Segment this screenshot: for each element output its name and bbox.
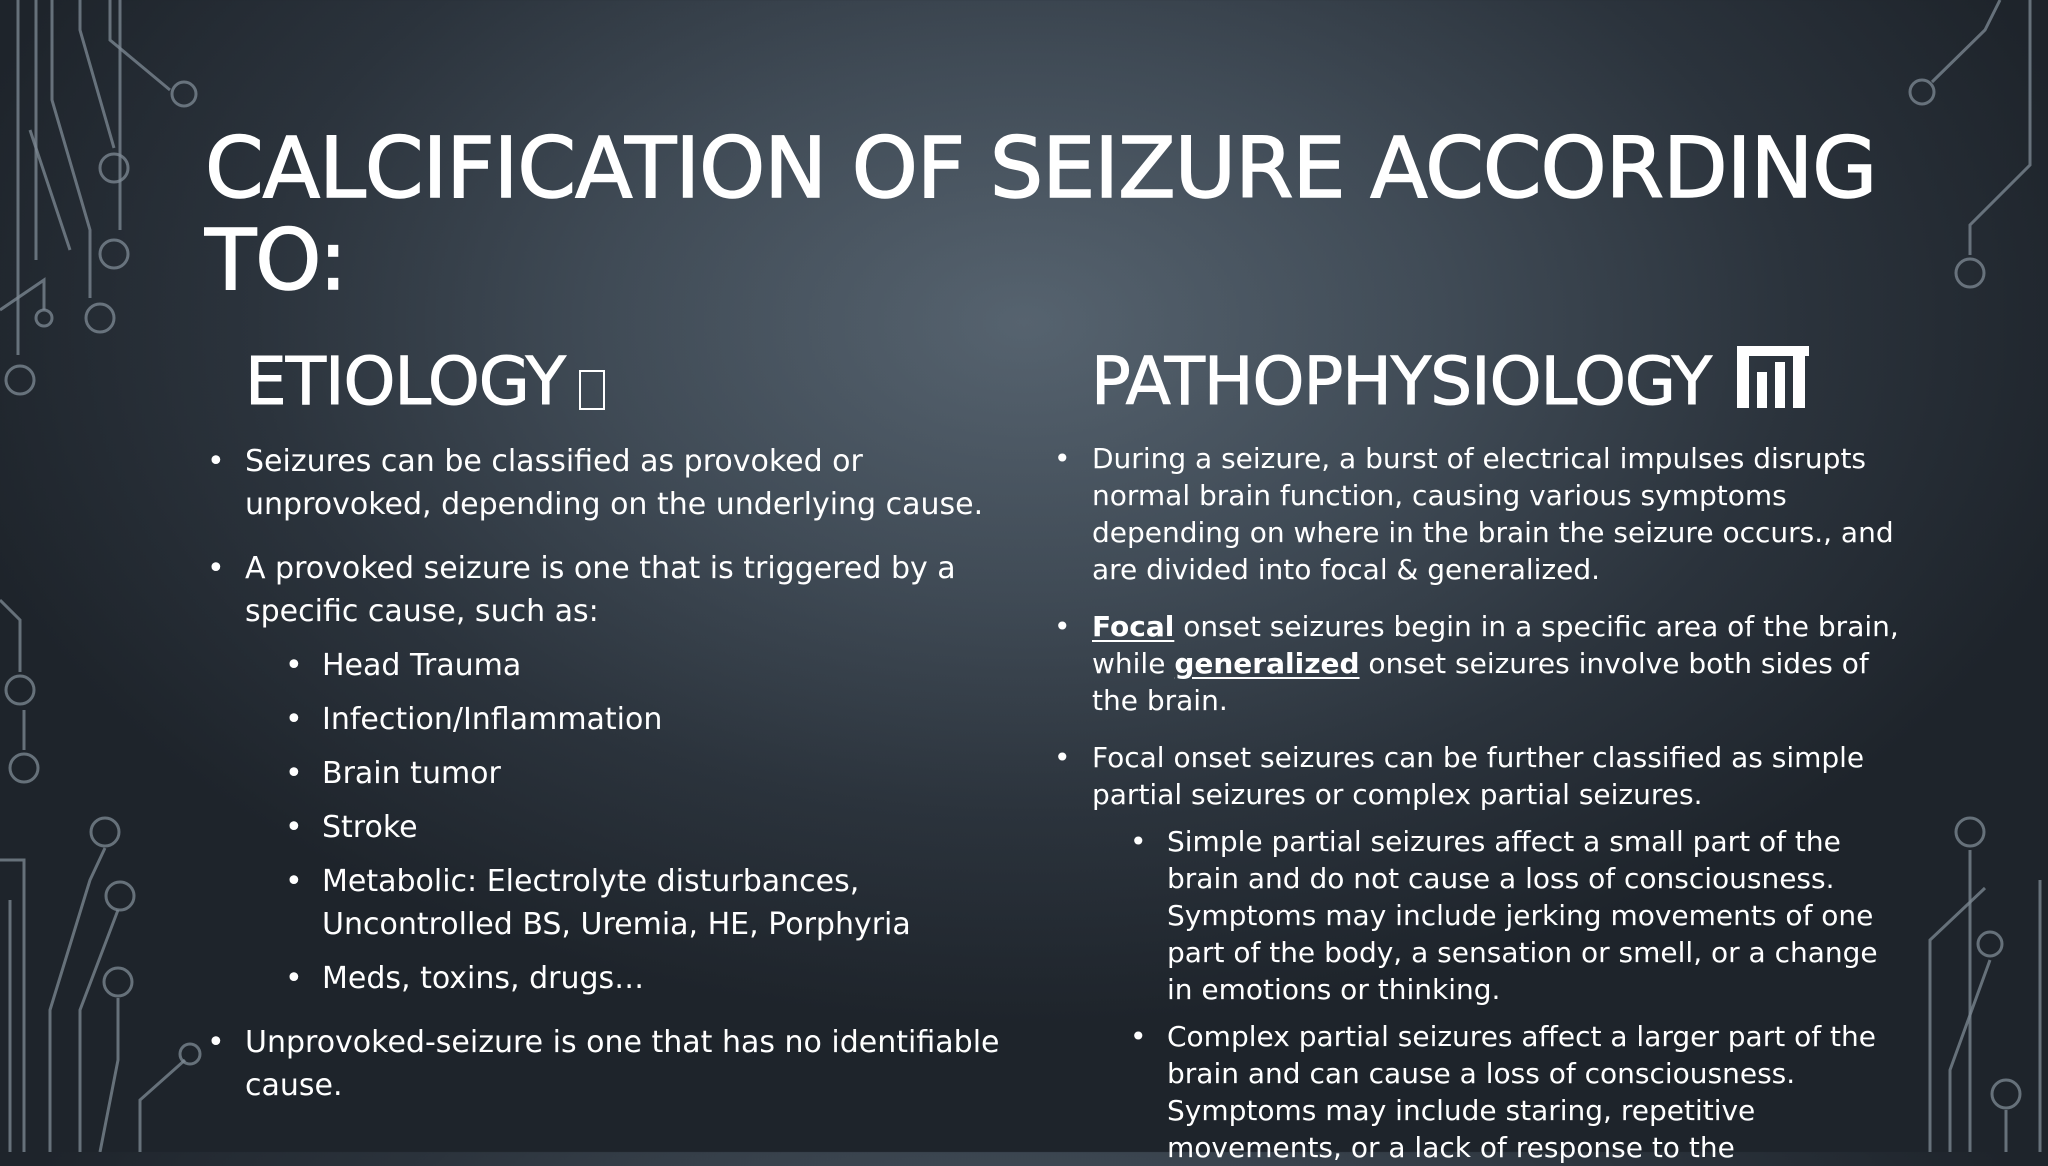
list-subitem: • Head Trauma [205,644,1025,687]
bar-chart-icon [1737,346,1809,408]
list-subitem: • Meds, toxins, drugs… [205,957,1025,1000]
list-item: • Unprovoked-seizure is one that has no identifiable cause. [205,1021,1025,1107]
pathophysiology-list [1052,440,1912,1166]
etiology-heading [245,344,605,420]
missing-glyph-box-icon [579,370,605,410]
pathophysiology-heading [1091,344,1809,420]
list-item: • A provoked seizure is one that is triggered by a specific cause, such as: [205,547,1025,633]
slide-title: CALCIFICATION OF SEIZURE ACCORDING TO: [205,119,1877,309]
etiology-column [205,440,1025,1107]
list-subitem: • Metabolic: Electrolyte disturbances, Uncontrolled BS, Uremia, HE, Porphyria [205,860,1025,946]
list-subitem: • Infection/Inflammation [205,698,1025,741]
list-item-text: onset seizures begin in a specific area of the brain, while [1092,610,1899,680]
list-subitem: • Stroke [205,806,1025,849]
pathophysiology-column [1052,440,1912,1166]
list-item-text: onset seizures involve both sides of the brain. [1092,647,1869,717]
list-item: • Focal onset seizures can be further classified as simple partial seizures or complex partial seizures. [1052,739,1912,813]
pathophysiology-heading-text: PATHOPHYSIOLOGY [1091,343,1712,420]
list-item: • During a seizure, a burst of electrical impulses disrupts normal brain function, causing various symptoms depending on where in the brain the seizure occurs., and are divided into focal & generalized. [1052,440,1912,588]
focal-term: Focal [1092,610,1175,643]
etiology-list [205,440,1025,1107]
list-subitem: • Brain tumor [205,752,1025,795]
etiology-heading-text: ETIOLOGY [245,343,565,420]
list-item: • Seizures can be classified as provoked or unprovoked, depending on the underlying cause. [205,440,1025,526]
list-item [1052,608,1912,719]
list-subitem: • Complex partial seizures affect a larger part of the brain and can cause a loss of consciousness. Symptoms may include staring, repetitive movements, or a lack of response to the [1052,1018,1912,1166]
list-subitem: • Simple partial seizures affect a small part of the brain and do not cause a loss of consciousness. Symptoms may include jerking movements of one part of the body, a sensation or smell, or a change in emotions or thinking. [1052,823,1912,1008]
generalized-term: generalized [1174,647,1360,680]
